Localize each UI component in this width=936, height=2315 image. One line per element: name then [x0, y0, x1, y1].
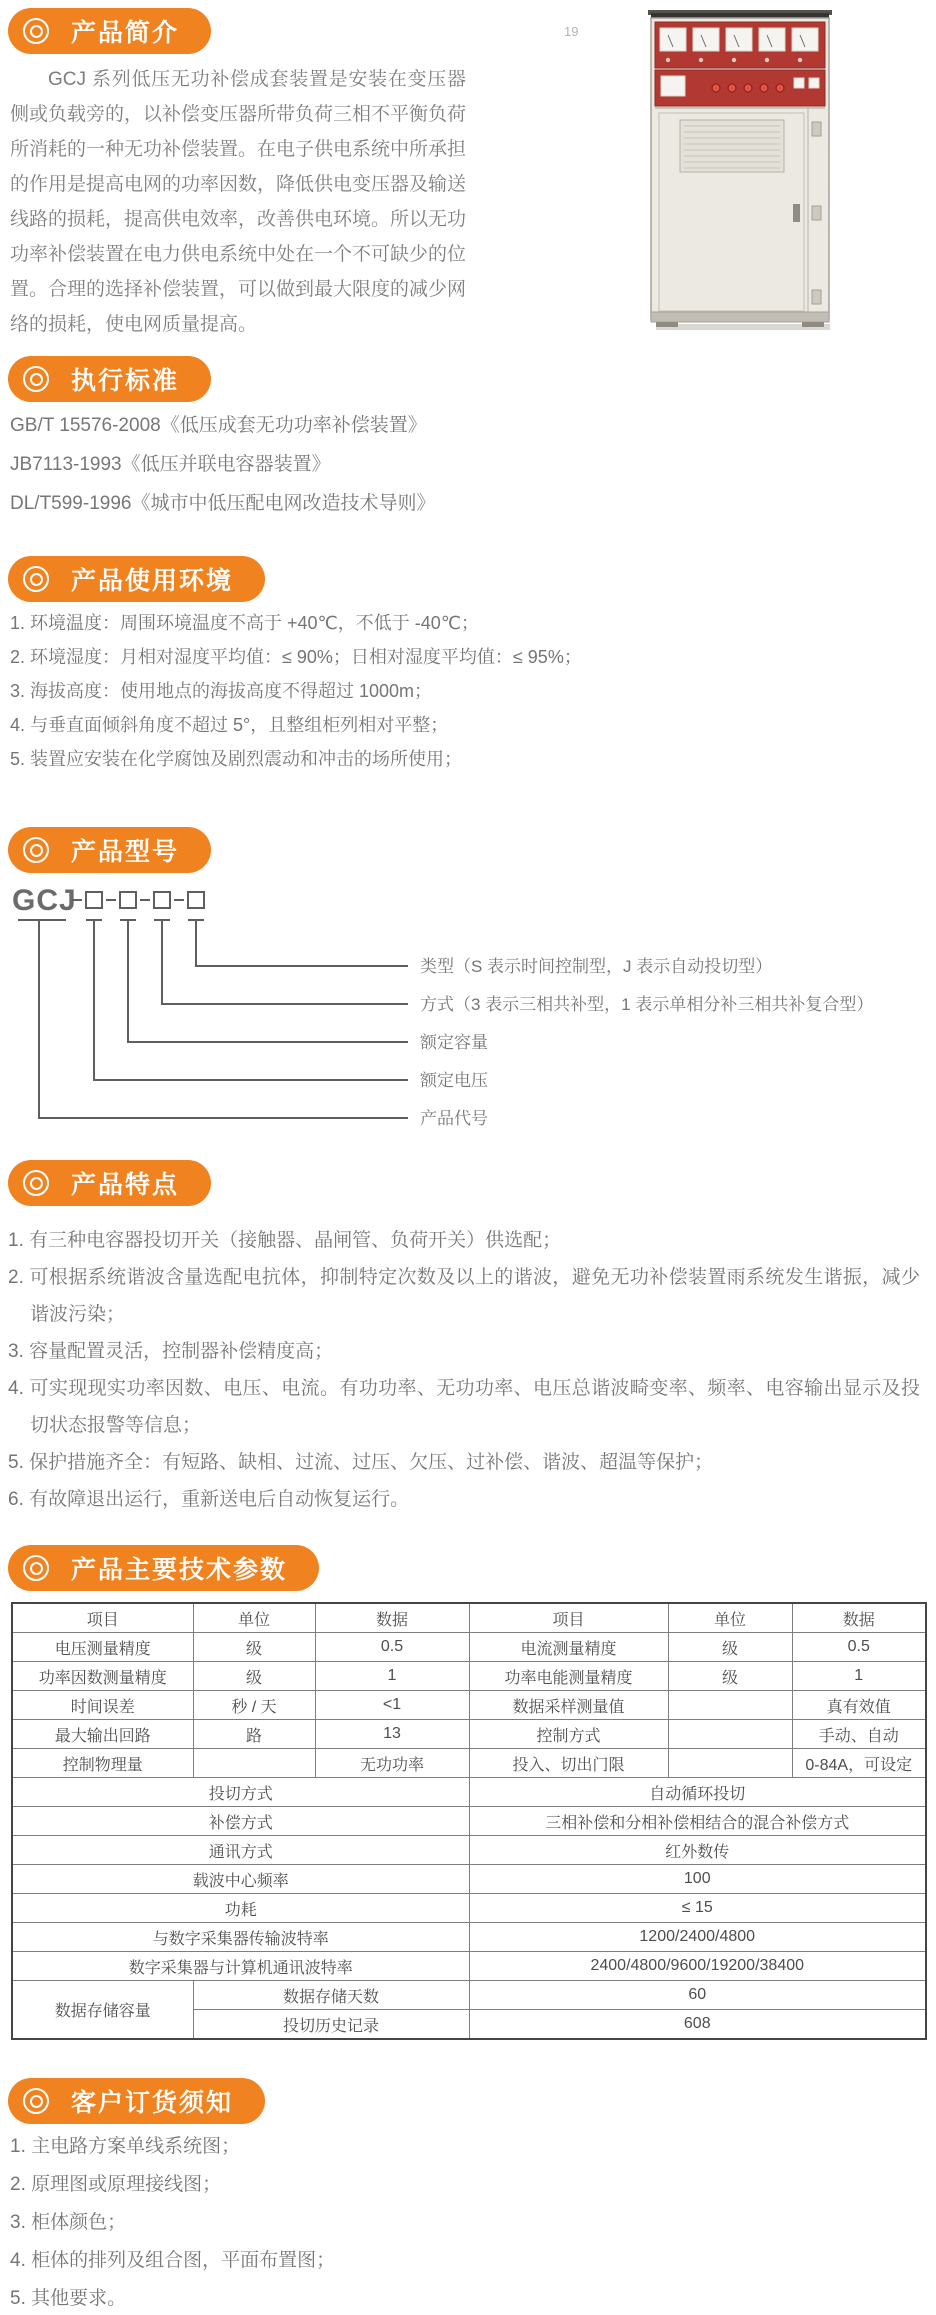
- hinge: [812, 290, 821, 304]
- table-cell: 最大输出回路: [12, 1720, 193, 1749]
- table-row: [12, 1749, 926, 1778]
- table-cell: 路: [193, 1720, 315, 1749]
- table-row: [12, 1720, 926, 1749]
- order-item: 1. 主电路方案单线系统图；: [10, 2136, 241, 2157]
- feature-item: 4. 可实现现实功率因数、电压、电流。有功功率、无功功率、电压总谐波畸变率、频率、电容输出显示及投切状态报警等信息；: [8, 1378, 920, 1436]
- page-number: 19: [564, 24, 579, 39]
- model-code-prefix: GCJ: [12, 884, 77, 917]
- table-cell: 手动、自动: [792, 1720, 926, 1749]
- table-cell: 608: [469, 2010, 926, 2040]
- table-cell: 真有效值: [792, 1691, 926, 1720]
- col-header: 项目: [469, 1603, 668, 1633]
- indicator-panel: [655, 70, 825, 106]
- product-photo-cabinet: [646, 8, 834, 332]
- table-cell: 13: [315, 1720, 469, 1749]
- table-cell: 三相补偿和分相补偿相结合的混合补偿方式: [469, 1807, 926, 1836]
- section-title-model: 产品型号: [71, 838, 180, 866]
- table-cell: [668, 1720, 792, 1749]
- table-cell: 电流测量精度: [469, 1633, 668, 1662]
- section-badge-intro: [8, 8, 211, 54]
- table-cell: 0.5: [792, 1633, 926, 1662]
- vent-grille: [680, 120, 784, 172]
- standard-item: DL/T599-1996《城市中低压配电网改造技术导则》: [10, 493, 436, 514]
- table-cell: [668, 1749, 792, 1778]
- double-circle-icon: [23, 18, 49, 44]
- col-header: 项目: [12, 1603, 193, 1633]
- table-cell: 秒 / 天: [193, 1691, 315, 1720]
- table-cell: 投入、切出门限: [469, 1749, 668, 1778]
- section-badge-environment: [8, 556, 265, 602]
- hinge: [812, 206, 821, 220]
- table-cell: 60: [469, 1981, 926, 2010]
- table-cell: ≤ 15: [469, 1894, 926, 1923]
- door-handle: [793, 204, 800, 222]
- table-row-storage: [12, 1981, 926, 2010]
- section-badge-features: [8, 1160, 211, 1206]
- model-label-type: 类型（S 表示时间控制型，J 表示自动投切型）: [420, 957, 773, 976]
- table-cell: 级: [193, 1633, 315, 1662]
- section-title-standards: 执行标准: [71, 367, 180, 395]
- table-cell: 补偿方式: [12, 1807, 469, 1836]
- env-item: 4. 与垂直面倾斜角度不超过 5°，且整组柜列相对平整；: [10, 715, 449, 735]
- table-cell: 数字采集器与计算机通讯波特率: [12, 1952, 469, 1981]
- double-circle-icon: [23, 837, 49, 863]
- feature-item: 5. 保护措施齐全：有短路、缺相、过流、过压、欠压、过补偿、谐波、超温等保护；: [8, 1452, 714, 1473]
- table-cell: 功耗: [12, 1894, 469, 1923]
- table-cell: 数据存储容量: [12, 1981, 193, 2040]
- table-row: [12, 1691, 926, 1720]
- table-cell: 级: [668, 1662, 792, 1691]
- table-cell: 时间误差: [12, 1691, 193, 1720]
- order-item: 3. 柜体颜色；: [10, 2212, 127, 2233]
- table-cell: 与数字采集器传输波特率: [12, 1923, 469, 1952]
- table-row: [12, 1662, 926, 1691]
- table-cell: [193, 1749, 315, 1778]
- intro-paragraph: GCJ 系列低压无功补偿成套装置是安装在变压器侧或负载旁的，以补偿变压器所带负荷三相不平衡负荷所消耗的一种无功补偿装置。在电子供电系统中所承担的作用是提高电网的功率因数，降低供电变压器及输送线路的损耗，提高供电效率，改善供电环境。所以无功功率补偿装置在电力供电系统中处在一个不可缺少的位置。合理的选择补偿装置，可以做到最大限度的减少网络的损耗，使电网质量提高。: [10, 69, 467, 335]
- table-cell: 1: [315, 1662, 469, 1691]
- table-row: [12, 1633, 926, 1662]
- env-item: 2. 环境湿度：月相对湿度平均值：≤ 90%；日相对湿度平均值：≤ 95%；: [10, 647, 582, 667]
- feature-item: 2. 可根据系统谐波含量选配电抗体，抑制特定次数及以上的谐波，避免无功补偿装置雨系统发生谐振，减少谐波污染；: [8, 1267, 920, 1325]
- table-cell: 0-84A，可设定: [792, 1749, 926, 1778]
- table-row-merged: [12, 1865, 926, 1894]
- section-title-intro: 产品简介: [71, 19, 180, 47]
- order-item: 2. 原理图或原理接线图；: [10, 2174, 222, 2195]
- section-title-features: 产品特点: [71, 1171, 180, 1199]
- section-badge-model: [8, 827, 211, 873]
- table-cell: 载波中心频率: [12, 1865, 469, 1894]
- model-code-diagram: [8, 878, 928, 1136]
- col-header: 单位: [668, 1603, 792, 1633]
- table-cell: 投切方式: [12, 1778, 469, 1807]
- features-list: [8, 1222, 920, 1518]
- table-cell: 无功功率: [315, 1749, 469, 1778]
- table-row-merged: [12, 1778, 926, 1807]
- model-label-mode: 方式（3 表示三相共补型，1 表示单相分补三相共补复合型）: [420, 995, 874, 1014]
- feature-item: 3. 容量配置灵活，控制器补偿精度高；: [8, 1341, 334, 1362]
- standard-item: JB7113-1993《低压并联电容器装置》: [10, 454, 331, 475]
- table-cell: 1: [792, 1662, 926, 1691]
- double-circle-icon: [23, 1170, 49, 1196]
- section-badge-parameters: [8, 1545, 319, 1591]
- env-item: 5. 装置应安装在化学腐蚀及剧烈震动和冲击的场所使用；: [10, 749, 463, 769]
- model-label-product-code: 产品代号: [420, 1109, 488, 1128]
- table-row-merged: [12, 1836, 926, 1865]
- parameters-table: [11, 1602, 927, 2040]
- double-circle-icon: [23, 2088, 49, 2114]
- col-header: 单位: [193, 1603, 315, 1633]
- hinge: [812, 122, 821, 136]
- table-row-merged: [12, 1952, 926, 1981]
- table-cell: 2400/4800/9600/19200/38400: [469, 1952, 926, 1981]
- section-badge-standards: [8, 356, 211, 402]
- table-header-row: [12, 1603, 926, 1633]
- table-cell: 1200/2400/4800: [469, 1923, 926, 1952]
- section-title-parameters: 产品主要技术参数: [71, 1556, 288, 1584]
- table-cell: 投切历史记录: [193, 2010, 469, 2040]
- table-row-merged: [12, 1807, 926, 1836]
- double-circle-icon: [23, 566, 49, 592]
- table-cell: 0.5: [315, 1633, 469, 1662]
- order-item: 5. 其他要求。: [10, 2288, 127, 2309]
- section-badge-ordering: [8, 2078, 265, 2124]
- environment-list: [10, 606, 930, 776]
- gauge-panel: [655, 22, 825, 68]
- table-cell: 功率电能测量精度: [469, 1662, 668, 1691]
- table-cell: 控制物理量: [12, 1749, 193, 1778]
- table-cell: [668, 1691, 792, 1720]
- double-circle-icon: [23, 1555, 49, 1581]
- table-cell: 通讯方式: [12, 1836, 469, 1865]
- table-cell: 电压测量精度: [12, 1633, 193, 1662]
- col-header: 数据: [792, 1603, 926, 1633]
- order-item: 4. 柜体的排列及组合图，平面布置图；: [10, 2250, 336, 2271]
- table-cell: 数据存储天数: [193, 1981, 469, 2010]
- table-cell: 自动循环投切: [469, 1778, 926, 1807]
- feature-item: 1. 有三种电容器投切开关（接触器、晶闸管、负荷开关）供选配；: [8, 1230, 562, 1251]
- table-cell: 红外数传: [469, 1836, 926, 1865]
- section-title-environment: 产品使用环境: [71, 567, 234, 595]
- table-row-merged: [12, 1923, 926, 1952]
- table-cell: 级: [193, 1662, 315, 1691]
- cabinet-base: [651, 312, 829, 322]
- env-item: 1. 环境温度：周围环境温度不高于 +40℃，不低于 -40℃；: [10, 613, 479, 633]
- section-title-ordering: 客户订货须知: [71, 2089, 234, 2117]
- table-cell: 100: [469, 1865, 926, 1894]
- table-cell: 数据采样测量值: [469, 1691, 668, 1720]
- table-cell: 控制方式: [469, 1720, 668, 1749]
- table-cell: 功率因数测量精度: [12, 1662, 193, 1691]
- feature-item: 6. 有故障退出运行，重新送电后自动恢复运行。: [8, 1489, 410, 1510]
- standards-list: [10, 406, 650, 523]
- model-label-capacity: 额定容量: [420, 1033, 488, 1052]
- env-item: 3. 海拔高度：使用地点的海拔高度不得超过 1000m；: [10, 681, 433, 701]
- table-cell: <1: [315, 1691, 469, 1720]
- table-cell: 级: [668, 1633, 792, 1662]
- table-row-merged: [12, 1894, 926, 1923]
- model-label-voltage: 额定电压: [420, 1071, 488, 1090]
- double-circle-icon: [23, 366, 49, 392]
- standard-item: GB/T 15576-2008《低压成套无功功率补偿装置》: [10, 415, 427, 436]
- col-header: 数据: [315, 1603, 469, 1633]
- ordering-list: [10, 2128, 930, 2315]
